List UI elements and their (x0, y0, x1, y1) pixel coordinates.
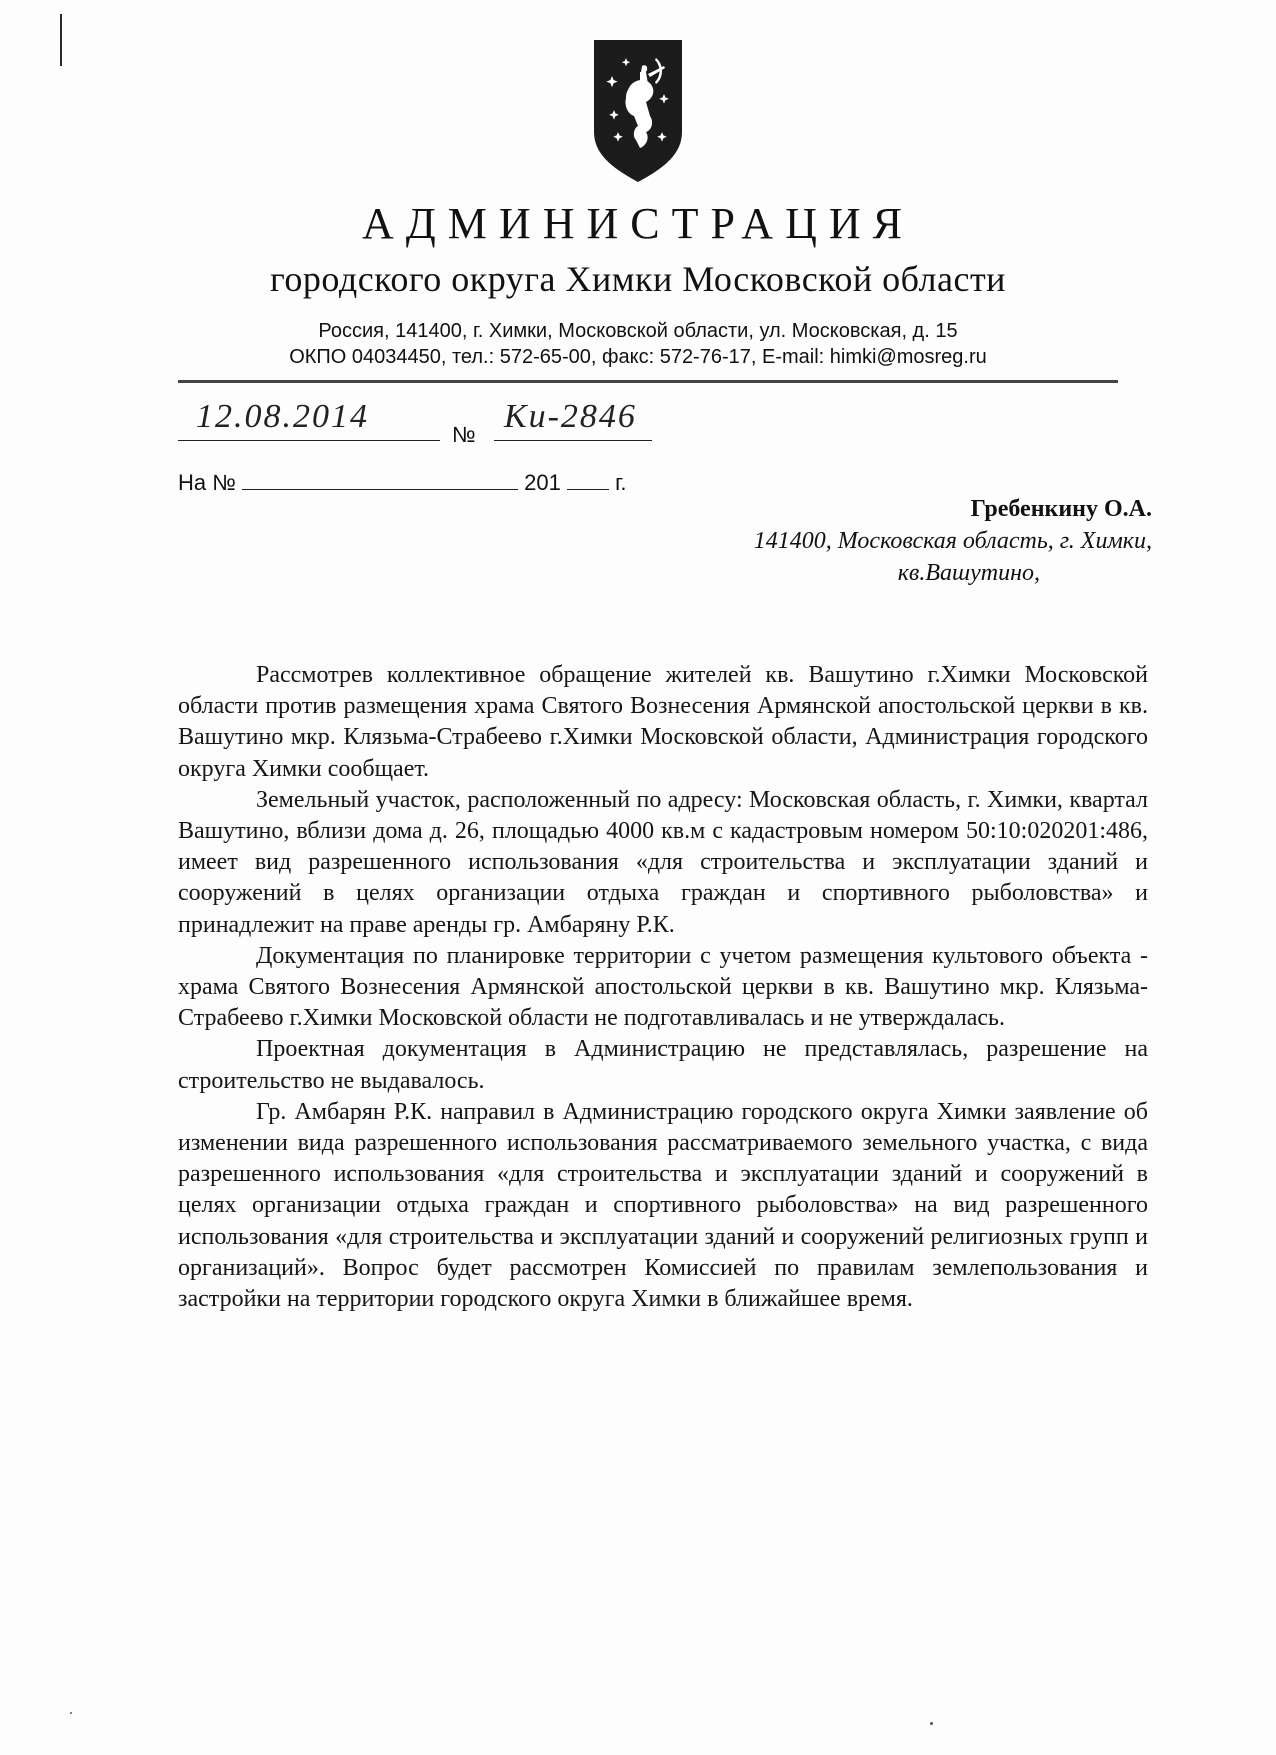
recipient-address-line1: 141400, Московская область, г. Химки, (753, 528, 1152, 554)
organization-title: АДМИНИСТРАЦИЯ (362, 199, 914, 248)
reply-reference (178, 470, 627, 496)
reply-label: На № (178, 470, 236, 495)
reply-year-suffix: г. (615, 470, 627, 495)
letter-body (178, 660, 1148, 1315)
number-label: № (452, 422, 476, 447)
number-underline (494, 440, 652, 441)
registration-number: Ки-2846 (504, 398, 637, 435)
body-paragraph: Рассмотрев коллективное обращение жителей кв. Вашутино г.Химки Московской области против размещения храма Святого Вознесения Армянской апостольской церкви в кв. Вашутино мкр. Клязьма-Страбеево г.Химки Московской области, Администрация городского округа Химки сообщает. (178, 662, 1148, 782)
body-paragraph: Земельный участок, расположенный по адресу: Московская область, г. Химки, квартал Вашутино, вблизи дома д. 26, площадью 4000 кв.м с кадастровым номером 50:10:020201:486, имеет вид разрешенного использования «для строительства и эксплуатации зданий и сооружений в целях организации отдыха граждан и спортивного рыболовства» и принадлежит на праве аренды гр. Амбаряну Р.К. (178, 786, 1148, 938)
registration-date: 12.08.2014 (196, 398, 369, 435)
body-paragraph: Документация по планировке территории с учетом размещения культового объекта - храма Святого Вознесения Армянской апостольской церкви в кв. Вашутино мкр. Клязьма-Страбеево г.Химки Московской области не подготавливалась и не утверждалась. (178, 942, 1148, 1032)
body-paragraph: Проектная документация в Администрацию не представлялась, разрешение на строительство не выдавалось. (178, 1036, 1148, 1094)
reply-year-blank (567, 471, 609, 490)
organization-address: Россия, 141400, г. Химки, Московской области, ул. Московская, д. 15 (318, 320, 958, 342)
body-paragraph: Гр. Амбарян Р.К. направил в Администрацию городского округа Химки заявление об изменении вида разрешенного использования рассматриваемого земельного участка, с вида разрешенного использования «для строительства и эксплуатации зданий и сооружений в целях организации отдыха граждан и спортивного рыболовства» на вид разрешенного использования «для строительства и эксплуатации зданий и сооружений религиозных групп и организаций». Вопрос будет рассмотрен Комиссией по правилам землепользования и застройки на территории городского округа Химки в ближайшее время. (178, 1098, 1148, 1313)
scan-speck (930, 1722, 933, 1725)
margin-mark (60, 14, 62, 66)
recipient-name: Гребенкину О.А. (970, 496, 1152, 522)
organization-contacts: ОКПО 04034450, тел.: 572-65-00, факс: 572-76-17, E-mail: himki@mosreg.ru (289, 346, 987, 368)
letterhead-divider (178, 380, 1118, 383)
reply-year: 201 (524, 470, 561, 495)
organization-subtitle: городского округа Химки Московской области (270, 259, 1006, 299)
date-underline (178, 440, 440, 441)
reply-number-blank (242, 471, 518, 490)
scan-speck (70, 1712, 72, 1714)
recipient-address-line2: кв.Вашутино, (897, 560, 1040, 586)
coat-of-arms-icon (590, 36, 686, 186)
